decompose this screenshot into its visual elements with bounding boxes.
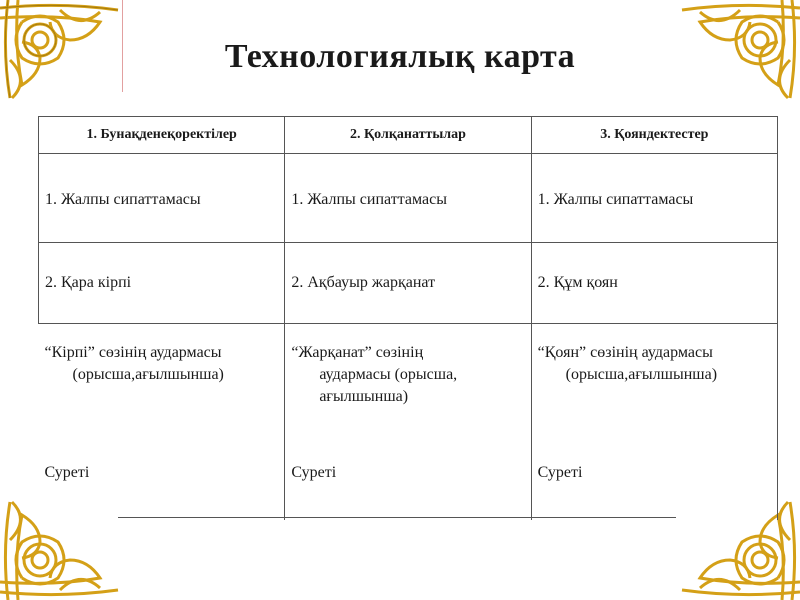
- header-row: [39, 117, 778, 154]
- translation-task: [39, 324, 285, 386]
- general-description: 1. Жалпы сипаттамасы: [45, 191, 201, 208]
- column-header: 3. Қояндектестер: [531, 117, 777, 154]
- technology-map-table: [38, 116, 778, 520]
- translation-line: “Кірпі” сөзінің аудармасы: [44, 344, 222, 361]
- table-cell: [531, 243, 777, 324]
- column-header: 1. Бунақденеқоректілер: [39, 117, 285, 154]
- translation-task: [285, 324, 530, 408]
- table-row: [39, 324, 778, 521]
- column-header: 2. Қолқанаттылар: [285, 117, 531, 154]
- table-cell: [285, 243, 531, 324]
- general-description: 1. Жалпы сипаттамасы: [537, 191, 694, 208]
- table-row: [39, 243, 778, 324]
- species-name: 2. Қара кірпі: [45, 274, 132, 291]
- general-description: 1. Жалпы сипаттамасы: [291, 191, 447, 208]
- translation-line: “Қоян” сөзінің аудармасы: [537, 344, 713, 361]
- table-cell: [39, 154, 285, 243]
- table-cell: [531, 154, 777, 243]
- page-title: Технологиялық карта: [224, 38, 576, 75]
- table-cell: [39, 243, 285, 324]
- translation-task: [532, 324, 777, 386]
- table-cell: [531, 324, 777, 521]
- table-bottom-border: [118, 517, 676, 518]
- translation-line: (орысша,ағылшынша): [565, 366, 718, 383]
- table-cell: [285, 154, 531, 243]
- picture-label: Суреті: [291, 464, 337, 481]
- translation-line: “Жарқанат” сөзінің: [291, 344, 424, 361]
- picture-label: Суреті: [537, 464, 583, 481]
- species-name: 2. Құм қоян: [537, 274, 618, 291]
- species-name: 2. Ақбауыр жарқанат: [291, 274, 436, 291]
- translation-line: аудармасы (орысша, ағылшынша): [319, 366, 458, 405]
- picture-label: Суреті: [44, 464, 90, 481]
- translation-line: (орысша,ағылшынша): [72, 366, 224, 383]
- table-cell: [285, 324, 531, 521]
- table-cell: [39, 324, 285, 521]
- table-row: [39, 154, 778, 243]
